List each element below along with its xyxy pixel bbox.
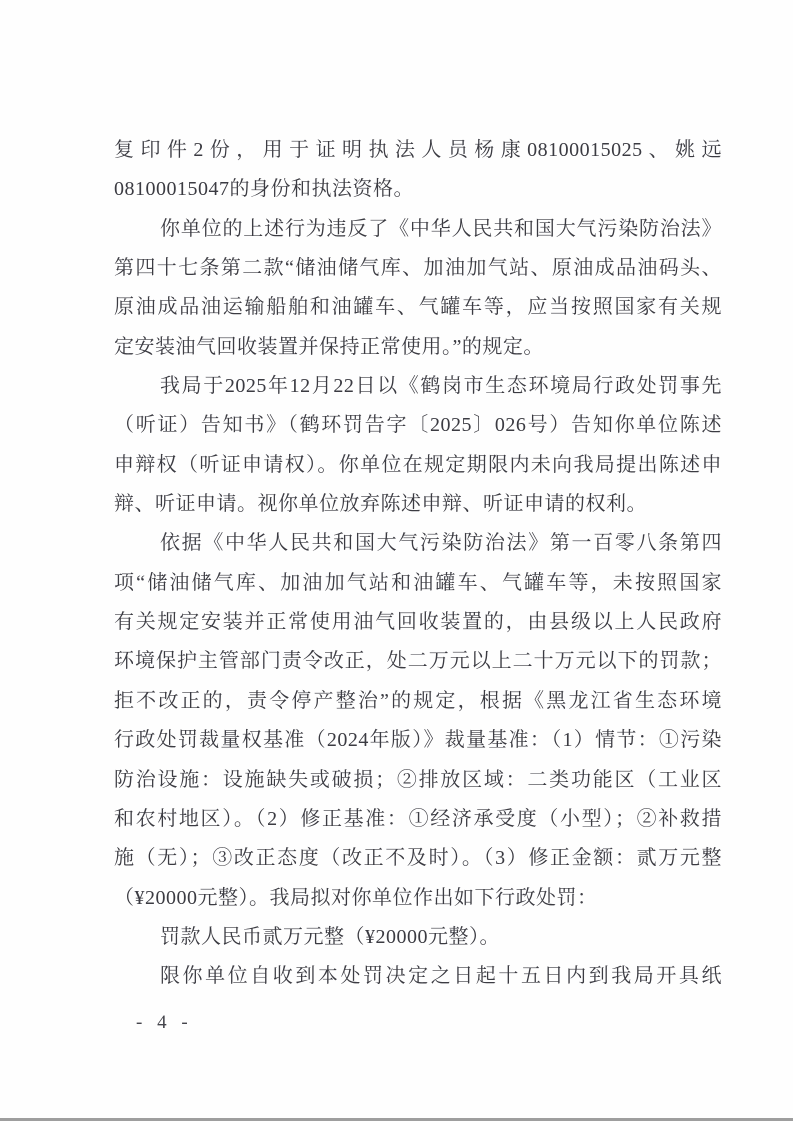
page-number: - 4 - (136, 1012, 193, 1033)
text-line: 我局于2025年12月22日以《鹤岗市生态环境局行政处罚事先 (160, 375, 722, 398)
text-line: 环境保护主管部门责令改正，处二万元以上二十万元以下的罚款； (114, 650, 722, 673)
text-line: （听证）告知书》（鹤环罚告字〔2025〕026号）告知你单位陈述 (114, 414, 722, 437)
text-line: 你单位的上述行为违反了《中华人民共和国大气污染防治法》 (160, 217, 722, 240)
text-line: 行政处罚裁量权基准（2024年版）》裁量基准：（1）情节：①污染 (114, 729, 722, 752)
text-line: 依据《中华人民共和国大气污染防治法》第一百零八条第四 (160, 532, 722, 555)
text-line: 罚款人民币贰万元整（¥20000元整）。 (160, 925, 500, 948)
text-line: 和农村地区）。（2）修正基准：①经济承受度（小型）；②补救措 (114, 807, 722, 830)
text-line: 限你单位自收到本处罚决定之日起十五日内到我局开具纸 (160, 965, 722, 988)
text-line: 原油成品油运输船舶和油罐车、气罐车等，应当按照国家有关规 (114, 296, 722, 319)
text-line: （¥20000元整）。我局拟对你单位作出如下行政处罚： (114, 886, 598, 909)
text-line: 申辩权（听证申请权）。你单位在规定期限内未向我局提出陈述申 (114, 453, 722, 476)
text-line: 辩、听证申请。视你单位放弃陈述申辩、听证申请的权利。 (114, 493, 647, 516)
text-line: 定安装油气回收装置并保持正常使用。”的规定。 (114, 335, 544, 358)
document-body (114, 131, 722, 997)
text-line: 08100015047的身份和执法资格。 (114, 178, 414, 201)
text-line: 有关规定安装并正常使用油气回收装置的，由县级以上人民政府 (114, 611, 722, 634)
text-line: 项“储油储气库、加油加气站和油罐车、气罐车等，未按照国家 (114, 571, 722, 594)
text-line: 复印件2份，用于证明执法人员杨康08100015025、姚远 (114, 139, 722, 161)
text-line: 施（无）；③改正态度（改正不及时）。（3）修正金额：贰万元整 (114, 847, 722, 870)
text-line: 防治设施：设施缺失或破损；②排放区域：二类功能区（工业区 (114, 768, 722, 791)
text-line: 第四十七条第二款“储油储气库、加油加气站、原油成品油码头、 (114, 257, 722, 280)
text-line: 拒不改正的，责令停产整治”的规定，根据《黑龙江省生态环境 (114, 689, 722, 712)
